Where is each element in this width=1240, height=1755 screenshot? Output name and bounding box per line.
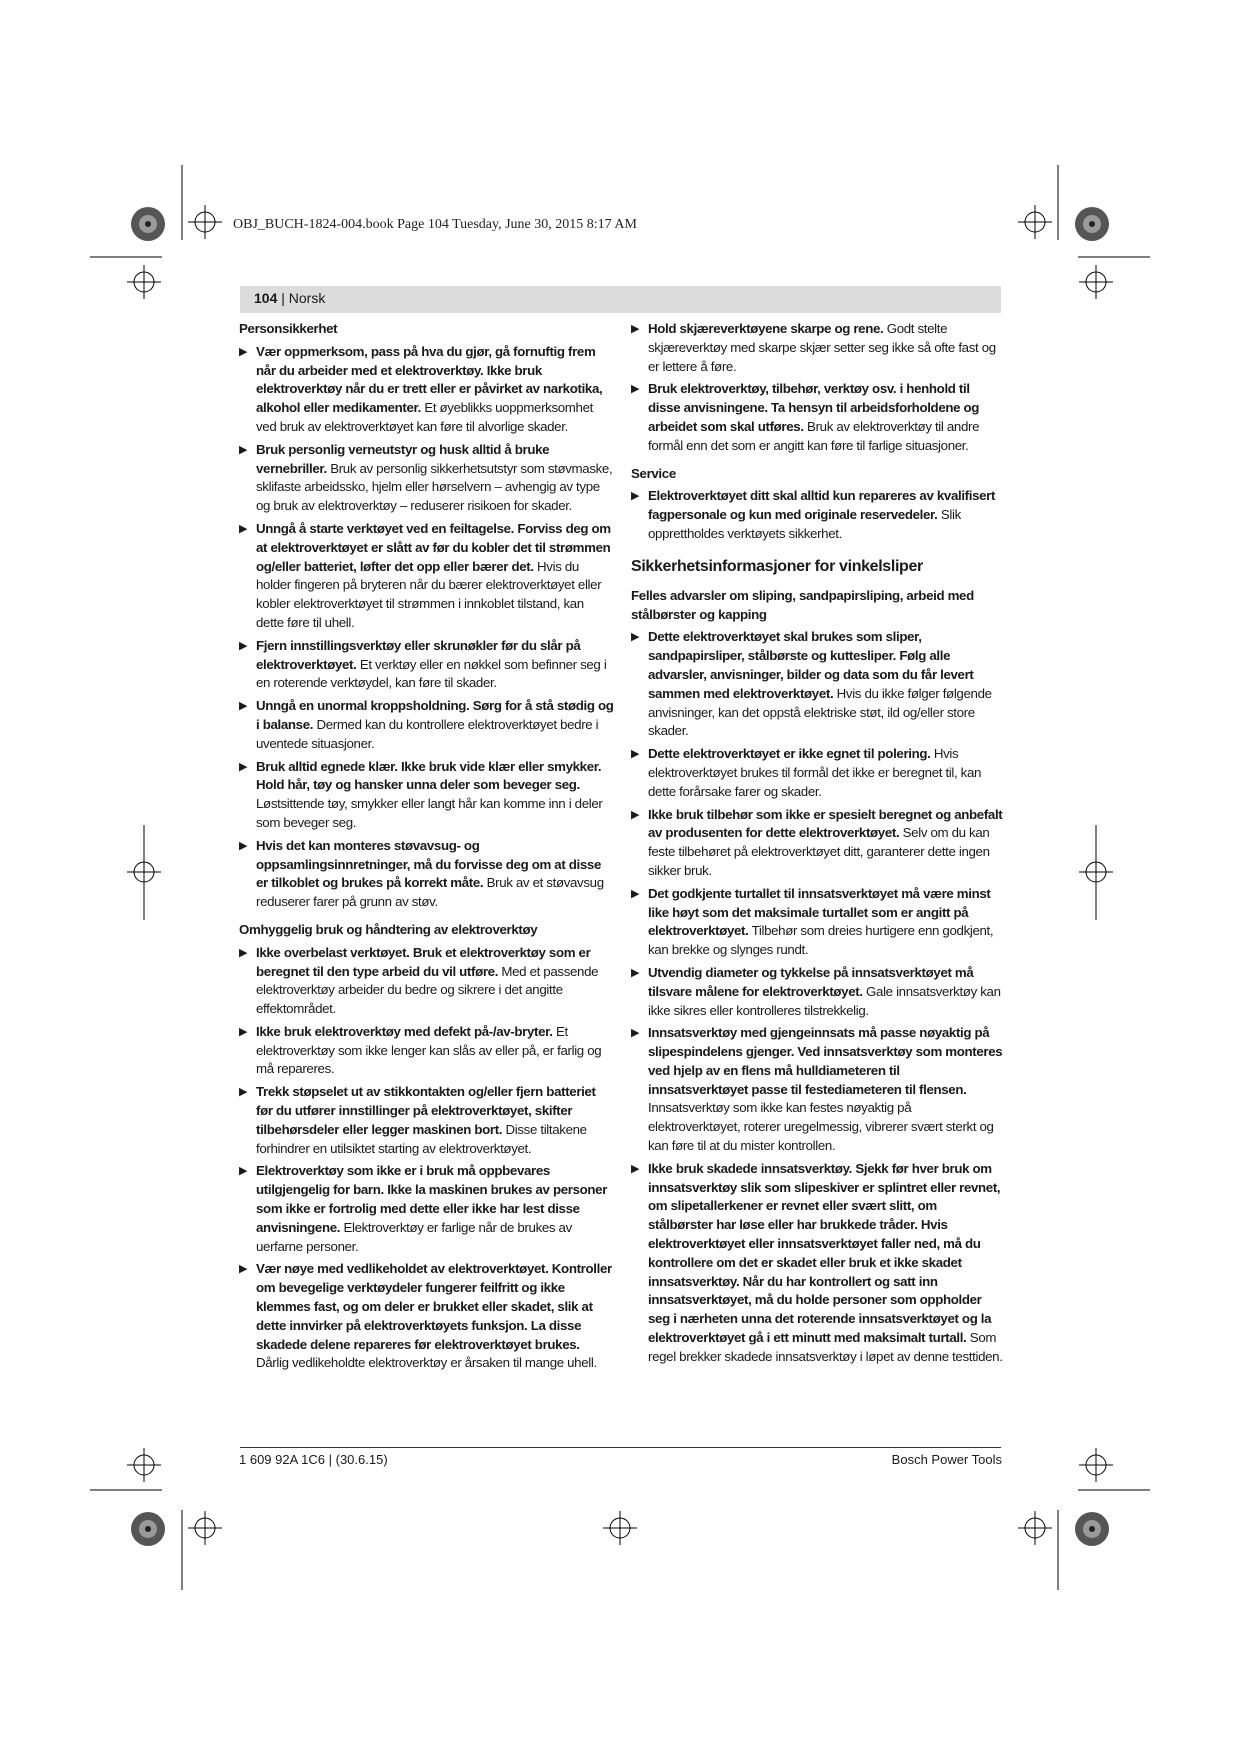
omhyggelig-heading: Omhyggelig bruk og håndtering av elektroverktøy — [239, 921, 538, 937]
color-wheel-bottom-right — [1075, 1512, 1109, 1546]
bullet-bold-text: Innsatsverktøy med gjengeinnsats må passe nøyaktig på slipespindelens gjenger. Ved innsatsverktøy som monteres ved hjelp av en flens må hulldiameteren til innsatsverktøyet passe til festediameteren til flensen. — [648, 1025, 1003, 1097]
bullet-triangle-icon: ▶ — [239, 639, 248, 652]
page-header — [254, 290, 325, 306]
bullet-bold-text: Trekk støpselet ut av stikkontakten og/eller fjern batteriet før du utfører innstillinger på elektroverktøyet, skifter tilbehørsdeler eller legger maskinen bort. — [256, 1084, 596, 1137]
bullet-triangle-icon: ▶ — [239, 760, 248, 773]
bullet-body-text: Selv om du kan feste tilbehøret på elektroverktøyet ditt, garanterer dette ingen sikker bruk. — [648, 825, 990, 878]
bullet-body-text: Dårlig vedlikeholdte elektroverktøy er årsaken til mange uhell. — [256, 1355, 597, 1371]
bullet-item — [631, 320, 1003, 376]
bullet-item — [239, 343, 614, 437]
bullet-triangle-icon: ▶ — [631, 808, 640, 821]
crosshair-right-middle — [1079, 855, 1113, 889]
bullet-body-text: Innsatsverktøy som ikke kan festes nøyaktig på elektroverktøyet, roterer uregelmessig, vibrerer svært sterkt og kan føre til at du mister kontrollen. — [648, 1100, 994, 1154]
bullet-triangle-icon: ▶ — [239, 345, 248, 358]
crosshair-left-upper — [127, 265, 161, 299]
bullet-triangle-icon: ▶ — [239, 1165, 248, 1178]
bullet-bold-text: Det godkjente turtallet til innsatsverktøyet må være minst like høyt som det maksimale turtallet som er angitt på elektroverktøyet. — [648, 885, 991, 939]
bullet-triangle-icon: ▶ — [239, 700, 248, 713]
bullet-body-text: Bruk av et støvavsug reduserer farer på grunn av støv. — [256, 875, 604, 910]
bullet-triangle-icon: ▶ — [631, 323, 640, 335]
personsikkerhet-list — [239, 343, 614, 912]
page-number: 104 — [254, 290, 278, 306]
right-column — [631, 320, 1003, 1371]
bullet-bold-text: Ikke overbelast verktøyet. Bruk et elektroverktøy som er beregnet til den type arbeid du vil utføre. — [256, 944, 591, 979]
bullet-item — [631, 1160, 1003, 1367]
bullet-bold-text: Dette elektroverktøyet skal brukes som sliper, sandpapirsliper, stålbørste og kuttesliper. Følg alle advarsler, anvisninger, bilder og data som du får levert sammen med elektroverktøyet. — [648, 629, 974, 701]
crosshair-left-lower — [127, 1448, 161, 1482]
bullet-item — [631, 1024, 1003, 1156]
bullet-body-text: Et elektroverktøy som ikke lenger kan slås av eller på, er farlig og må repareres. — [256, 1023, 602, 1077]
bullet-body-text: Bruk av personlig sikkerhetsutstyr som støvmaske, sklifaste arbeidssko, hjelm eller hørselvern – avhengig av type og bruk av elektroverktøy – reduserer risikoen for skader. — [256, 460, 613, 514]
bullet-bold-text: Ikke bruk elektroverktøy med defekt på-/av-bryter. — [256, 1023, 553, 1039]
bullet-bold-text: Bruk personlig verneutstyr og husk alltid å bruke vernebriller. — [256, 441, 550, 476]
bullet-triangle-icon: ▶ — [239, 1025, 248, 1038]
continued-list — [631, 320, 1003, 456]
header-language: Norsk — [288, 290, 326, 306]
bullet-body-text: Disse tiltakene forhindrer en utilsiktet starting av elektroverktøyet. — [256, 1121, 587, 1156]
bullet-triangle-icon: ▶ — [239, 443, 248, 456]
footer-rule — [240, 1447, 1001, 1448]
bullet-triangle-icon: ▶ — [631, 1162, 640, 1175]
bullet-triangle-icon: ▶ — [239, 522, 248, 535]
bullet-triangle-icon: ▶ — [239, 946, 248, 959]
bullet-item — [631, 745, 1003, 801]
service-list — [631, 487, 1003, 543]
header-separator: | — [281, 290, 285, 306]
bullet-body-text: Tilbehør som dreies hurtigere enn godkjent, kan brekke og slynges rundt. — [648, 923, 994, 958]
bullet-body-text: Med et passende elektroverktøy arbeider du bedre og sikrere i det angitte effektområdet. — [256, 963, 599, 1017]
bullet-item — [239, 944, 614, 1019]
bullet-bold-text: Unngå å starte verktøyet ved en feiltagelse. Forviss deg om at elektroverktøyet er slått av før du kobler det til strømmen og/eller batteriet, løfter det opp eller bærer det. — [256, 520, 611, 574]
bullet-item — [239, 1023, 614, 1079]
crosshair-top-left — [188, 205, 222, 239]
crosshair-bottom-center — [603, 1511, 637, 1545]
bullet-item — [631, 487, 1003, 543]
personsikkerhet-heading: Personsikkerhet — [239, 321, 338, 336]
bullet-body-text: Hvis du ikke følger følgende anvisninger, kan det oppstå elektriske støt, ild og/eller store skader. — [648, 685, 992, 739]
bullet-triangle-icon: ▶ — [631, 1027, 640, 1040]
page-header-bar — [240, 286, 1001, 313]
bullet-body-text: Godt stelte skjæreverktøy med skarpe skjær setter seg ikke så ofte fast og er lettere å føre. — [648, 321, 996, 374]
color-wheel-top-left — [131, 207, 165, 241]
bullet-triangle-icon: ▶ — [239, 839, 248, 852]
bullet-triangle-icon: ▶ — [239, 1263, 248, 1276]
bullet-bold-text: Fjern innstillingsverktøy eller skrunøkler før du slår på elektroverktøyet. — [256, 637, 581, 672]
bullet-item — [239, 520, 614, 633]
bullet-body-text: Elektroverktøy er farlige når de brukes av uerfarne personer. — [256, 1219, 572, 1254]
left-column — [239, 320, 614, 1377]
bullet-body-text: Hvis du holder fingeren på bryteren når du bærer elektroverktøyet eller kobler elektroverktøyet til strømmen i innkoblet tilstand, kan dette føre til uhell. — [256, 558, 602, 630]
section-title: Sikkerhetsinformasjoner for vinkelsliper — [631, 557, 923, 575]
felles-heading: Felles advarsler om sliping, sandpapirsliping, arbeid med stålbørster og kapping — [631, 587, 974, 622]
bullet-body-text: Gale innsatsverktøy kan ikke sikres eller kontrolleres tilstrekkelig. — [648, 983, 1001, 1018]
bullet-bold-text: Utvendig diameter og tykkelse på innsatsverktøyet må tilsvare målene for elektroverktøyet. — [648, 964, 974, 999]
bullet-bold-text: Hvis det kan monteres støvavsug- og oppsamlingsinnretninger, må du forvisse deg om at disse er tilkoblet og brukes på korrekt måte. — [256, 837, 602, 891]
crosshair-right-lower — [1079, 1448, 1113, 1482]
bullet-body-text: Løstsittende tøy, smykker eller langt hår kan komme inn i deler som beveger seg. — [256, 796, 603, 830]
bullet-item — [239, 441, 614, 516]
bullet-item — [239, 1083, 614, 1158]
bullet-body-text: Dermed kan du kontrollere elektroverktøyet bedre i uventede situasjoner. — [256, 716, 599, 751]
bullet-triangle-icon: ▶ — [631, 631, 640, 644]
footer-brand: Bosch Power Tools — [891, 1452, 1002, 1467]
bullet-item — [631, 885, 1003, 960]
bullet-bold-text: Bruk alltid egnede klær. Ikke bruk vide klær eller smykker. Hold hår, tøy og hansker unna deler som beveger seg. — [256, 758, 602, 793]
bullet-triangle-icon: ▶ — [631, 887, 640, 900]
bullet-body-text: Et øyeblikks uoppmerksomhet ved bruk av elektroverktøyet kan føre til alvorlige skader. — [256, 400, 593, 434]
bullet-body-text: Et verktøy eller en nøkkel som befinner seg i en roterende verktøydel, kan føre til skader. — [256, 656, 607, 691]
bullet-item — [631, 806, 1003, 881]
service-heading: Service — [631, 465, 676, 481]
bullet-bold-text: Unngå en unormal kroppsholdning. Sørg for å stå stødig og i balanse. — [256, 698, 614, 732]
bullet-item — [239, 697, 614, 753]
bullet-item — [239, 837, 614, 912]
bullet-body-text: Hvis elektroverktøyet brukes til formål det ikke er beregnet til, kan dette forårsake farer og skader. — [648, 746, 982, 799]
crosshair-right-upper — [1079, 265, 1113, 299]
bullet-triangle-icon: ▶ — [631, 966, 640, 979]
bullet-item — [631, 628, 1003, 741]
bullet-bold-text: Hold skjæreverktøyene skarpe og rene. — [648, 321, 884, 336]
crosshair-bottom-right — [1018, 1511, 1052, 1545]
crosshair-left-middle — [127, 855, 161, 889]
bullet-body-text: Som regel brekker skadede innsatsverktøy i løpet av denne testtiden. — [648, 1330, 1003, 1364]
bullet-bold-text: Ikke bruk skadede innsatsverktøy. Sjekk før hver bruk om innsatsverktøy slik som slipeskiver er splintret eller revnet, om slipetallerkener er revnet eller svært slitt, om stålbørster har løse eller har brukkede tråder. Hvis elektroverktøyet eller innsatsverktøyet faller ned, må du kontrollere om det er skadet eller bruk et ikke skadet innsatsverktøy. Når du har kontrollert og satt inn innsatsverktøyet, må du holde personer som oppholder seg i nærheten unna det roterende innsatsverktøyet og la elektroverktøyet gå i ett minutt med maksimalt turtall. — [648, 1160, 1001, 1346]
bullet-triangle-icon: ▶ — [631, 383, 640, 396]
crosshair-bottom-left — [188, 1511, 222, 1545]
bullet-item — [239, 758, 614, 833]
slug-line: OBJ_BUCH-1824-004.book Page 104 Tuesday, June 30, 2015 8:17 AM — [233, 217, 637, 232]
bullet-bold-text: Vær nøye med vedlikeholdet av elektroverktøyet. Kontroller om bevegelige verktøydeler fungerer feilfritt og ikke klemmes fast, og om deler er brukket eller skadet, slik at dette innvirker på elektroverktøyets funksjon. La disse skadede delene repareres før elektroverktøyet brukes. — [256, 1261, 612, 1352]
bullet-item — [239, 637, 614, 693]
bullet-bold-text: Bruk elektroverktøy, tilbehør, verktøy osv. i henhold til disse anvisningene. Ta hensyn til arbeidsforholdene og arbeidet som skal utføres. — [648, 381, 980, 434]
bullet-bold-text: Elektroverktøy som ikke er i bruk må oppbevares utilgjengelig for barn. Ikke la maskinen brukes av personer som ikke er fortrolig med dette eller ikke har lest disse anvisningene. — [256, 1163, 608, 1235]
bullet-body-text: Bruk av elektroverktøy til andre formål enn det som er angitt kan føre til farlige situasjoner. — [648, 418, 980, 453]
bullet-triangle-icon: ▶ — [631, 490, 640, 503]
bullet-bold-text: Dette elektroverktøyet er ikke egnet til polering. — [648, 746, 931, 762]
bullet-item — [239, 1162, 614, 1256]
bullet-bold-text: Ikke bruk tilbehør som ikke er spesielt beregnet og anbefalt av produsenten for dette elektroverktøyet. — [648, 806, 1003, 841]
bullet-item — [239, 1260, 614, 1373]
bullet-triangle-icon: ▶ — [239, 1086, 248, 1099]
color-wheel-bottom-left — [131, 1512, 165, 1546]
omhyggelig-list — [239, 944, 614, 1374]
bullet-bold-text: Elektroverktøyet ditt skal alltid kun repareres av kvalifisert fagpersonale og kun med originale reservedeler. — [648, 488, 996, 523]
bullet-body-text: Slik opprettholdes verktøyets sikkerhet. — [648, 507, 961, 541]
bullet-bold-text: Vær oppmerksom, pass på hva du gjør, gå fornuftig frem når du arbeider med et elektroverktøy. Ikke bruk elektroverktøy når du er trett eller er påvirket av narkotika, alkohol eller medikamenter. — [256, 343, 603, 416]
bullet-triangle-icon: ▶ — [631, 748, 640, 761]
footer-code: 1 609 92A 1C6 | (30.6.15) — [239, 1452, 388, 1467]
bullet-item — [631, 380, 1003, 455]
bullet-item — [631, 964, 1003, 1020]
color-wheel-top-right — [1075, 207, 1109, 241]
felles-list — [631, 628, 1003, 1366]
crosshair-top-right — [1018, 205, 1052, 239]
